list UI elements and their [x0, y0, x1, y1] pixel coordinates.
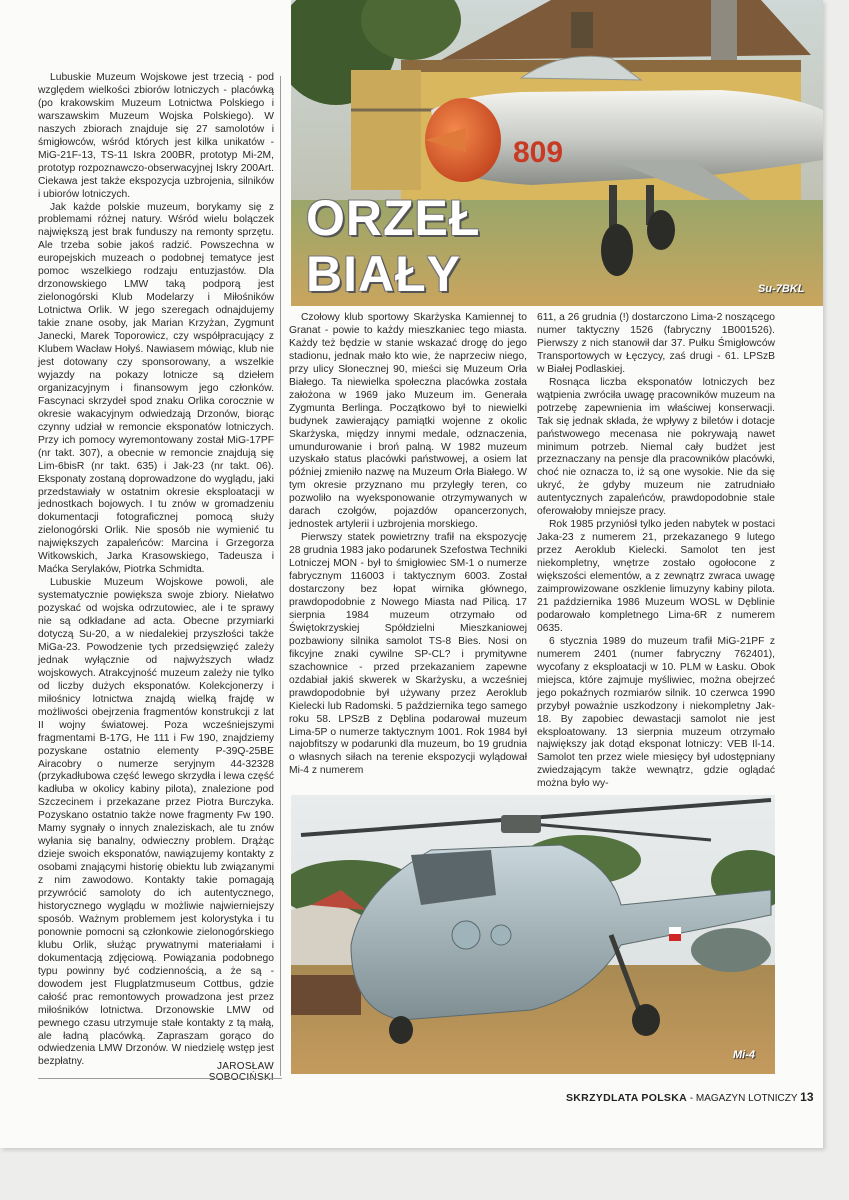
left-paragraph-2: Jak każde polskie muzeum, borykamy się z problemami różnej natury. Wśród wielu bolączek największą jest brak funduszy na remonty sprzętu. Ale trzeba sobie jakoś radzić. Powszechna w europejskich muzeach o podobnej tematyce jest pomoc wszelkiego rodzaju entuzjastów. Dla drzonowskiego LMW taką podporą jest zielonogórski Klub Modelarzy i Miłośników Lotnictwa Orlik. W jego szeregach odnajdujemy takie znane osoby, jak Marian Krzyżan, Zygmunt Janecki, Marek Toporowicz, czy współpracujący z Klubem Wacław Hołyś. Nawiasem mówiąc, klub nie jest dotowany czy sponsorowany, a wszelkie wyjazdy na pokazy lotnicze są dziełem organizacyjnym i finansowym jego członków. Fascynaci skrzydeł spod znaku Orlika corocznie w okresie wakacyjnym odwiedzają Drzonów, biorąc czynny udział w remoncie eksponatów lotniczych. Przy ich pomocy wyremontowany został MiG-17PF (nr takt. 307), a obecnie w remoncie znajdują się Lim-6bisR (nr takt. 635) i Jak-23 (nr takt. 06). Eksponaty zostaną doprowadzone do wyglądu, jaki przedstawiały w ostatnim okresie eksploatacji w jednostkach bojowych. I tu znów w gromadzeniu dokumentacji fotograficznej pomocą służy zielonogórski Orlik. Nie sposób nie wymienić tu największych zapaleńców: Marcina i Grzegorza Witkowskich, Jarka Krasowskiego, Tadeusza i Maćka Serylaków, Piotrka Schmidta.	[38, 201, 274, 576]
left-paragraph-1: Lubuskie Muzeum Wojskowe jest trzecią - pod względem wielkości zbiorów lotniczych - placówką (po krakowskim Muzeum Lotnictwa Polskiego i warszawskim Muzeum Wojska Polskiego). W naszych zbiorach znajduje się 27 samolotów i śmigłowców, wśród których jest kilka unikatów - MiG-21F-13, TS-11 Iskra 200BR, prototyp Mi-2M, prototyp rozpoznawczo-obserwacyjnej Iskry 200Art. Ciekawa jest także ekspozycja uzbrojenia, silników i ubiorów lotniczych.	[38, 72, 274, 200]
article-title	[306, 190, 480, 302]
left-article-column	[38, 72, 274, 1069]
right-paragraph-2: Rosnąca liczba eksponatów lotniczych bez wątpienia zwróciła uwagę pracowników muzeum na potrzebę zapewnienia im właściwej konserwacji. Tak się jednak składa, że wpływy z biletów i dotacje państwowego mecenasa nie pokrywają nawet minimum potrzeb. Niemal cały budżet jest przeznaczany na pensje dla pracowników placówki, choć nie oznacza to, iż są one wysokie. Nie da się ukryć, że gdyby muzeum nie zatrudniało autentycznych zapaleńców, prawdopodobnie stale oferowałoby mniejsze pracy.	[537, 376, 775, 518]
title-line-1: ORZEŁ	[306, 190, 481, 246]
right-article-column	[537, 312, 775, 791]
magazine-name: SKRZYDLATA POLSKA	[566, 1092, 687, 1104]
right-paragraph-3: Rok 1985 przyniósł tylko jeden nabytek w postaci Jaka-23 z numerem 21, przekazanego 9 lutego przez Aeroklub Kielecki. Samolot ten jest niekompletny, wnętrze zostało ogołocone z większości elementów, a z zewnątrz zwraca uwagę zaimprowizowane oszklenie limuzyny kabiny pilota. 21 października 1986 Muzeum WOSL w Dęblinie podarowało kompletnego Lima-6R z numerem 0635.	[537, 519, 775, 634]
middle-paragraph-2: Pierwszy statek powietrzny trafił na ekspozycję 28 grudnia 1983 jako podarunek Szefostwa Techniki Lotniczej MON - był to śmigłowiec SM-1 o numerze fabrycznym 116003 i taktycznym 6003. Został dostarczony bez łopat wirnika głównego, prawdopodobnie z Nowego Miasta nad Pilicą. 17 sierpnia 1984 muzeum otrzymało od Świętokrzyskiej Spółdzielni Mieszkaniowej pozbawiony silnika samolot TS-8 Bies. Nosi on fikcyjne znaki cywilne SP-CL? i prymitywne szachownice - przed przekazaniem zapewne ozdabiał jakiś skwerek w Skarżysku, a wcześniej prawdopodobnie był używany przez Aeroklub Kielecki lub Radomski. 5 października tego samego roku 58. LPSzB z Dęblina podarował muzeum Lima-5P o numerze taktycznym 1001. Rok 1984 był najobfitszy w podarunki dla muzeum, bo 19 grudnia o własnych siłach na terenie ekspozycji wylądował Mi-4 z numerem	[289, 532, 527, 777]
right-paragraph-4: 6 stycznia 1989 do muzeum trafił MiG-21PF z numerem 2401 (numer fabryczny 762401), wycofany z eksploatacji w 10. PLM w Łasku. Obok miejsca, które zajmuje myśliwiec, można obejrzeć jego pokaźnych rozmiarów silnik. 10 czerwca 1990 przybył poważnie uszkodzony i niekompletny Jak-18. By zapobiec dewastacji samolot nie jest eksploatowany. 13 sierpnia muzeum otrzymało największy jak dotąd eksponat lotniczy: VEB Il-14. Samolot ten przez wiele miesięcy był udostępniany zwiedzającym także wewnątrz, gdzie oglądać można było wy-	[537, 635, 775, 790]
middle-paragraph-1: Czołowy klub sportowy Skarżyska Kamiennej to Granat - powie to każdy mieszkaniec tego miasta. Każdy też będzie w stanie wskazać drogę do jego stadionu, jednak mało kto wie, że naprzeciw niego, przy ulicy Słonecznej 90, mieści się Muzeum Orła Białego. Ta niewielka społeczna placówka została założona w 1969 jako Muzeum im. Generała Zygmunta Berlinga. Początkowo był to niewielki budynek zawierający pamiątki wojenne z okolic Skarżyska, między innymi medale, odznaczenia, umundurowanie i broń palną. W 1982 muzeum uzyskało status placówki państwowej, a osiem lat później zmieniło nazwę na Muzeum Orła Białego. W tym okresie przyznano mu przyległy teren, co pozwoliło na wyeksponowanie otrzymywanych w darach czołgów, pojazdów opancerzonych, jednostek artylerii i uzbrojenia morskiego.	[289, 312, 527, 531]
mi4-caption: Mi-4	[733, 1049, 755, 1061]
column-divider	[280, 76, 281, 1076]
page-footer	[566, 1090, 814, 1104]
middle-article-column	[289, 312, 527, 778]
mi4-photo	[291, 795, 775, 1074]
su7-caption: Su-7BKL	[758, 283, 805, 295]
aircraft-number: 809	[513, 136, 564, 169]
right-paragraph-1: 611, a 26 grudnia (!) dostarczono Lima-2 noszącego numer taktyczny 1526 (fabryczny 1B001526). Pierwszy z nich stanowił dar 37. Pułku Śmigłowców Transportowych w Łęczycy, zaś drugi - 61. LPSzB w Białej Podlaskiej.	[537, 312, 775, 375]
author-byline: JAROSŁAW	[216, 1061, 274, 1072]
title-line-2: BIAŁY	[306, 246, 461, 302]
magazine-subtitle: - MAGAZYN LOTNICZY	[689, 1093, 798, 1104]
footer-divider	[38, 1078, 282, 1079]
page-number: 13	[800, 1090, 814, 1104]
left-paragraph-3: Lubuskie Muzeum Wojskowe powoli, ale systematycznie powiększa swoje zbiory. Niełatwo pozyskać od wojska odrzutowiec, ale i te sprawy nie są odkładane ad acta. Obecne przymiarki dotyczą Su-20, a w niedalekiej przyszłości także MiGa-23. Powodzenie tych przedsięwzięć zależy jednak wyłącznie od najwyższych władz wojskowych. Atrakcyjność muzeum zależy nie tylko od liczby dużych eksponatów. Kolekcjonerzy i miłośnicy lotnictwa znajdą wielką frajdę w możliwości obejrzenia fragmentów konstrukcji z lat II wojny światowej. Poza wcześniejszymi fragmentami B-17G, He 111 i Fw 190, znajdziemy pozyskane ostatnio elementy P-39Q-25BE Airacobry o numerze seryjnym 44-32328 (przykadłubowa część lewego skrzydła i lewa część kadłuba w okolicy kabiny pilota), znalezione pod Szczecinem i przekazane przez Piotra Burczyka. Pozyskano ostatnio także nowe fragmenty Fw 190. Mamy sygnały o innych znaleziskach, ale tu znów wyłania się banalny, odwieczny problem. Drążąc dzieje swoich eksponatów, nawiązujemy kontakty z osobami znającymi historię obiektu lub związanymi z nim zawodowo. Kontakty takie pomagają przywrócić samoloty do ich autentycznego, historycznego wyglądu w możliwie najwierniejszy sposób. Ważnym problemem jest kolorystyka i tu ponownie pomocni są członkowie zielonogórskiego klubu Orlik, służąc prywatnymi materiałami i dokumentacją zdjęciową. Powiązania podobnego typu powinny być codziennością, a że są - dowodem jest Flugplatzmuseum Cottbus, gdzie całość prac remontowych prowadzona jest przez miłośników lotnictwa. Drzonowskie LMW od pewnego czasu utrzymuje stałe kontakty z tą małą, ale ładną placówką. Zapraszam gorąco do odwiedzenia LMW Drzonów. W niedzielę wstęp jest bezpłatny.	[38, 577, 274, 1068]
mi4-illustration	[291, 795, 775, 1074]
